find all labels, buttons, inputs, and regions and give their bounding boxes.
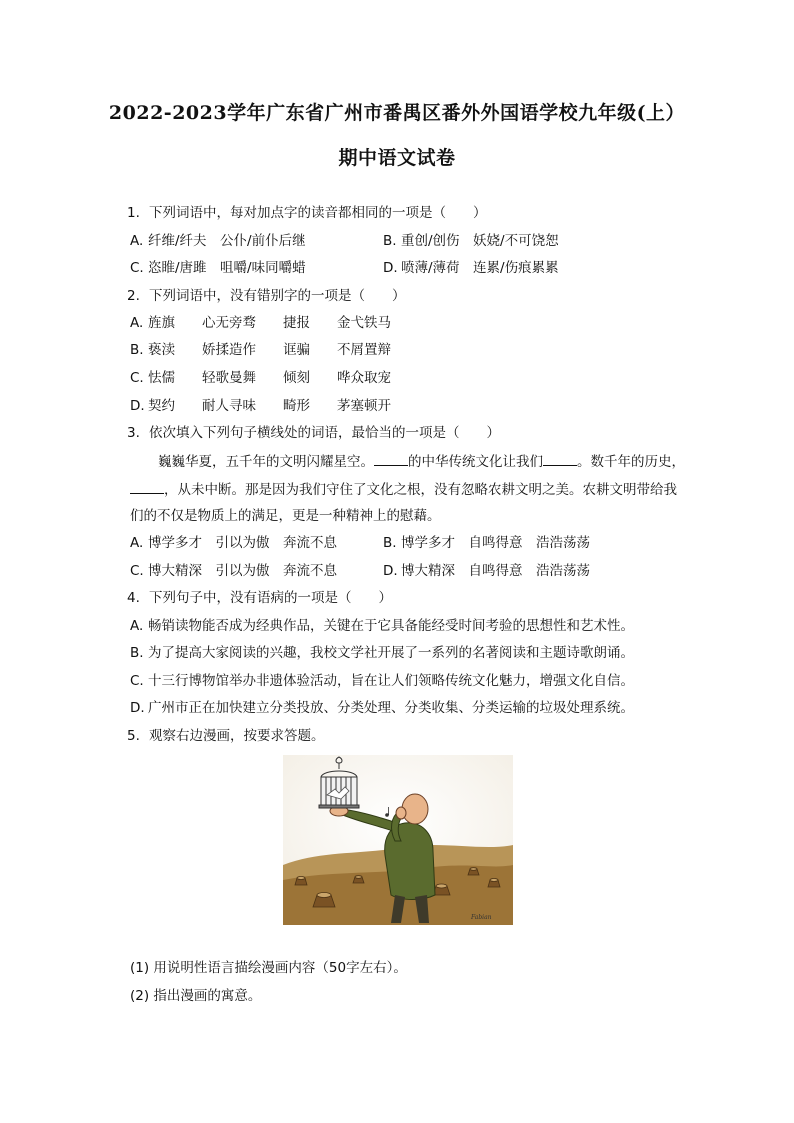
- q3-stem-text: 依次填入下列句子横线处的词语，最恰当的一项是（ ）: [149, 425, 500, 441]
- q2-option-b: [130, 341, 391, 359]
- option-letter: A.: [130, 618, 144, 634]
- q4-number: 4.: [127, 590, 140, 606]
- q3-stem: [127, 424, 500, 442]
- fill-blank: [374, 452, 408, 466]
- option-text: 为了提高大家阅读的兴趣，我校文学社开展了一系列的名著阅读和主题诗歌朗诵。: [148, 645, 634, 661]
- option-letter: C.: [130, 260, 144, 276]
- option-text: 博学多才 自鸣得意 浩浩荡荡: [401, 535, 590, 551]
- option-text: 旌旗 心无旁骛 捷报 金弋铁马: [148, 315, 391, 331]
- option-text: 喷薄/薄荷 连累/伤痕累累: [401, 260, 559, 276]
- option-letter: C.: [130, 563, 144, 579]
- passage-text: 的中华传统文化让我们: [408, 454, 543, 470]
- option-text: 纤维/纤夫 公仆/前仆后继: [148, 233, 306, 249]
- q3-option-a: [130, 534, 337, 552]
- q4-stem: [127, 589, 392, 607]
- q2-number: 2.: [127, 288, 140, 304]
- q3-number: 3.: [127, 425, 140, 441]
- passage-text: ，从未中断。那是因为我们守住了文化之根，没有忽略农耕文明之美。农耕文明带给我: [164, 482, 677, 498]
- q3-passage-line-3: 们的不仅是物质上的满足，更是一种精神上的慰藉。: [130, 508, 441, 524]
- q5-stem: [127, 727, 325, 745]
- q1-option-d: [383, 259, 559, 277]
- q2-stem-text: 下列词语中，没有错别字的一项是（ ）: [149, 288, 406, 304]
- q2-option-a: [130, 314, 391, 332]
- q5-sub-question-2: (2) 指出漫画的寓意。: [130, 988, 262, 1004]
- q5-number: 5.: [127, 728, 140, 744]
- q3-option-b: [383, 534, 590, 552]
- q3-option-d: [383, 562, 590, 580]
- option-text: 怯儒 轻歌曼舞 倾刻 哗众取宠: [148, 370, 391, 386]
- cartoon-signature: Fabian: [471, 914, 492, 921]
- q4-option-d: [130, 699, 634, 717]
- option-letter: D.: [130, 700, 145, 716]
- q1-option-c: [130, 259, 306, 277]
- q3-passage-line-1: [158, 452, 685, 471]
- option-text: 博大精深 引以为傲 奔流不息: [148, 563, 337, 579]
- option-letter: C.: [130, 673, 144, 689]
- q2-option-c: [130, 369, 391, 387]
- q4-stem-text: 下列句子中，没有语病的一项是（ ）: [149, 590, 392, 606]
- option-text: 博学多才 引以为傲 奔流不息: [148, 535, 337, 551]
- option-text: 契约 耐人寻味 畸形 茅塞顿开: [148, 398, 391, 414]
- cartoon-illustration: [283, 755, 513, 925]
- q5-stem-text: 观察右边漫画，按要求答题。: [149, 728, 325, 744]
- q1-option-b: [383, 232, 559, 250]
- option-text: 亵渎 娇揉造作 诓骗 不屑置辩: [148, 342, 391, 358]
- option-letter: A.: [130, 315, 144, 331]
- q3-option-c: [130, 562, 337, 580]
- option-letter: B.: [383, 535, 397, 551]
- q4-option-b: [130, 644, 634, 662]
- q1-stem: [127, 204, 487, 222]
- q5-sub-question-1: (1) 用说明性语言描绘漫画内容（50字左右）。: [130, 960, 407, 976]
- q1-number: 1.: [127, 205, 140, 221]
- q4-option-c: [130, 672, 634, 690]
- q4-option-a: [130, 617, 634, 635]
- title-line-2: 期中语文试卷: [338, 147, 456, 169]
- title-line-1: 2022-2023学年广东省广州市番禺区番外外国语学校九年级(上）: [108, 102, 686, 124]
- q1-stem-text: 下列词语中，每对加点字的读音都相同的一项是（ ）: [149, 205, 487, 221]
- option-letter: D.: [383, 260, 398, 276]
- option-letter: A.: [130, 535, 144, 551]
- option-letter: B.: [383, 233, 397, 249]
- option-text: 博大精深 自鸣得意 浩浩荡荡: [401, 563, 590, 579]
- q3-passage-line-2: [130, 480, 677, 499]
- fill-blank: [130, 480, 164, 494]
- option-text: 广州市正在加快建立分类投放、分类处理、分类收集、分类运输的垃圾处理系统。: [148, 700, 634, 716]
- option-text: 重创/创伤 妖娆/不可饶恕: [401, 233, 559, 249]
- option-letter: A.: [130, 233, 144, 249]
- q2-option-d: [130, 397, 391, 415]
- q2-stem: [127, 287, 406, 305]
- passage-text: 。数千年的历史，: [577, 454, 685, 470]
- q1-option-a: [130, 232, 306, 250]
- option-letter: B.: [130, 645, 144, 661]
- option-letter: C.: [130, 370, 144, 386]
- option-letter: D.: [383, 563, 398, 579]
- option-letter: D.: [130, 398, 145, 414]
- fill-blank: [543, 452, 577, 466]
- option-text: 十三行博物馆举办非遗体验活动，旨在让人们领略传统文化魅力，增强文化自信。: [148, 673, 634, 689]
- option-text: 恣睢/唐雎 咀嚼/味同嚼蜡: [148, 260, 306, 276]
- option-text: 畅销读物能否成为经典作品，关键在于它具备能经受时间考验的思想性和艺术性。: [148, 618, 634, 634]
- option-letter: B.: [130, 342, 144, 358]
- passage-text: 巍巍华夏，五千年的文明闪耀星空。: [158, 454, 374, 470]
